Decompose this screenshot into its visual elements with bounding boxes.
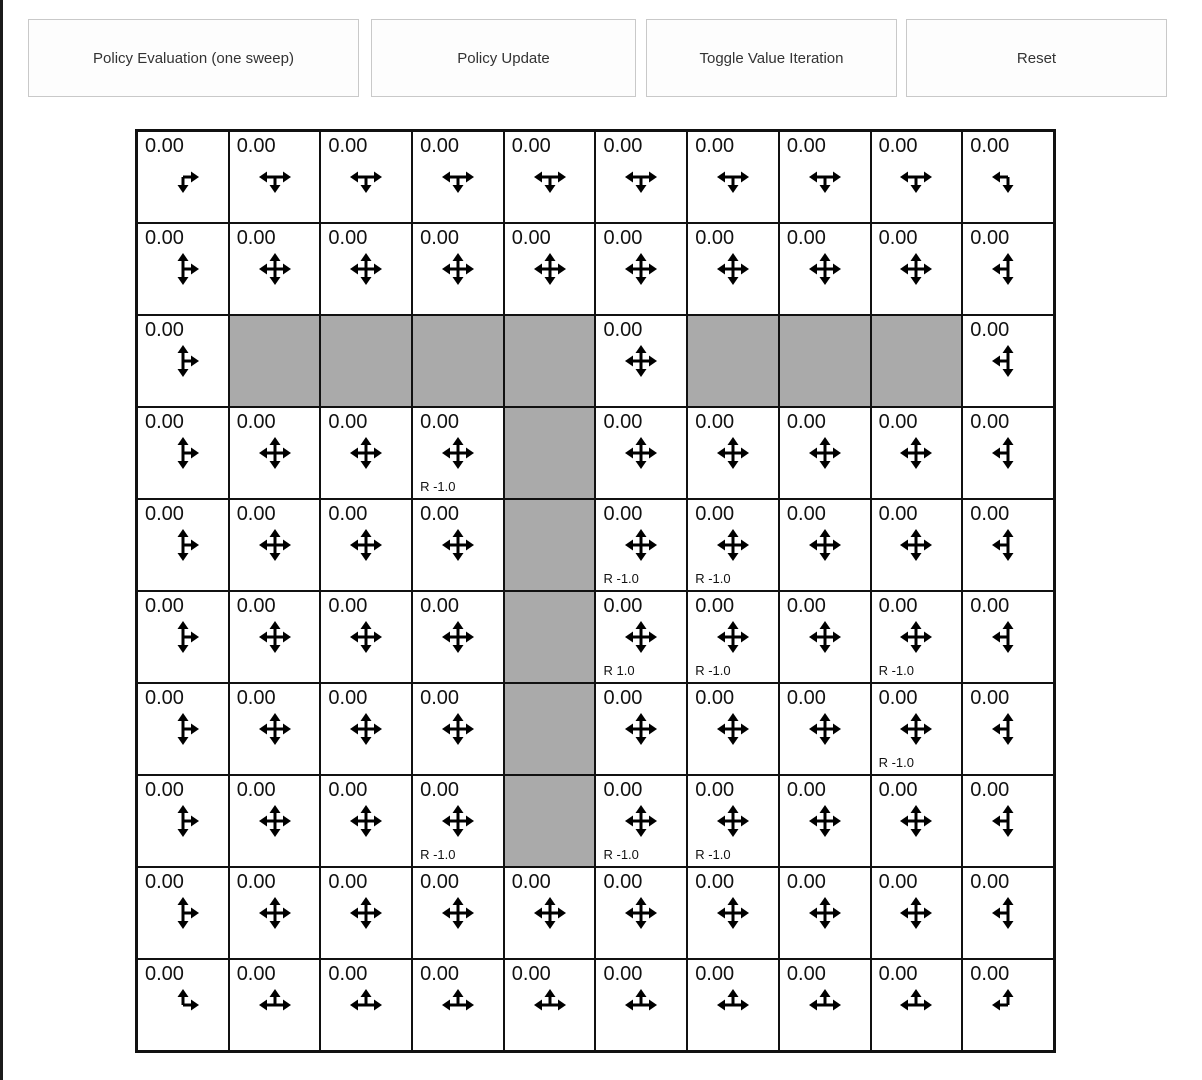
wall-cell <box>504 407 596 499</box>
cell-value: 0.00 <box>878 595 918 617</box>
cell-value: 0.00 <box>878 227 918 249</box>
grid-cell[interactable] <box>595 407 687 499</box>
policy-arrows-icon <box>621 341 661 381</box>
grid-cell[interactable] <box>137 775 229 867</box>
policy-arrows-icon <box>438 617 478 657</box>
cell-value: 0.00 <box>145 871 184 893</box>
grid-cell[interactable] <box>320 591 412 683</box>
policy-arrows-icon <box>438 709 478 749</box>
policy-arrows-icon <box>530 157 570 197</box>
policy-arrows-icon <box>713 249 753 289</box>
policy-arrows-icon <box>255 985 295 1025</box>
cell-value: 0.00 <box>786 871 826 893</box>
grid-cell[interactable] <box>595 499 687 591</box>
policy-arrows-icon <box>713 157 753 197</box>
policy-arrows-icon <box>346 617 386 657</box>
grid-cell[interactable] <box>412 683 504 775</box>
policy-arrows-icon <box>988 341 1028 381</box>
wall-cell <box>504 499 596 591</box>
grid-cell[interactable] <box>779 223 871 315</box>
cell-value: 0.00 <box>328 227 368 249</box>
grid-cell[interactable] <box>871 223 963 315</box>
policy-arrows-icon <box>713 709 753 749</box>
policy-arrows-icon <box>621 157 661 197</box>
policy-arrows-icon <box>163 157 203 197</box>
cell-value: 0.00 <box>328 687 368 709</box>
cell-value: 0.00 <box>145 135 184 157</box>
cell-value: 0.00 <box>145 411 184 433</box>
grid-cell[interactable] <box>320 867 412 959</box>
cell-value: 0.00 <box>786 687 826 709</box>
cell-value: 0.00 <box>236 687 276 709</box>
cell-value: 0.00 <box>970 963 1010 985</box>
grid-cell[interactable] <box>779 407 871 499</box>
policy-arrows-icon <box>621 985 661 1025</box>
grid-cell[interactable] <box>412 775 504 867</box>
cell-value: 0.00 <box>786 503 826 525</box>
cell-value: 0.00 <box>420 871 460 893</box>
grid-cell[interactable] <box>137 407 229 499</box>
policy-arrows-icon <box>621 709 661 749</box>
grid-cell[interactable] <box>595 223 687 315</box>
policy-arrows-icon <box>805 801 845 841</box>
policy-arrows-icon <box>713 985 753 1025</box>
policy-arrows-icon <box>346 157 386 197</box>
grid-cell[interactable] <box>962 131 1054 223</box>
policy-arrows-icon <box>988 893 1028 933</box>
policy-evaluation-button[interactable]: Policy Evaluation (one sweep) <box>28 19 359 97</box>
policy-arrows-icon <box>255 433 295 473</box>
cell-value: 0.00 <box>420 963 460 985</box>
cell-value: 0.00 <box>786 963 826 985</box>
grid-cell[interactable] <box>137 499 229 591</box>
policy-arrows-icon <box>530 893 570 933</box>
cell-value: 0.00 <box>970 411 1010 433</box>
cell-value: 0.00 <box>420 595 460 617</box>
grid-cell[interactable] <box>412 867 504 959</box>
policy-arrows-icon <box>805 985 845 1025</box>
cell-value: 0.00 <box>878 963 918 985</box>
cell-value: 0.00 <box>328 135 368 157</box>
grid-cell[interactable] <box>137 959 229 1051</box>
grid-cell[interactable] <box>962 223 1054 315</box>
cell-value: 0.00 <box>695 779 735 801</box>
cell-value: 0.00 <box>511 963 551 985</box>
policy-arrows-icon <box>805 157 845 197</box>
cell-value: 0.00 <box>420 503 460 525</box>
policy-arrows-icon <box>805 433 845 473</box>
policy-arrows-icon <box>163 525 203 565</box>
cell-value: 0.00 <box>511 135 551 157</box>
policy-arrows-icon <box>346 249 386 289</box>
grid-cell[interactable] <box>320 959 412 1051</box>
grid-cell[interactable] <box>962 683 1054 775</box>
cell-value: 0.00 <box>695 871 735 893</box>
grid-cell[interactable] <box>962 407 1054 499</box>
grid-cell[interactable] <box>687 131 779 223</box>
policy-arrows-icon <box>988 709 1028 749</box>
grid-cell[interactable] <box>229 223 321 315</box>
grid-cell[interactable] <box>595 959 687 1051</box>
cell-value: 0.00 <box>603 687 643 709</box>
cell-value: 0.00 <box>786 595 826 617</box>
policy-arrows-icon <box>988 525 1028 565</box>
grid-cell[interactable] <box>229 959 321 1051</box>
cell-value: 0.00 <box>145 779 184 801</box>
wall-cell <box>229 315 321 407</box>
grid-cell[interactable] <box>137 223 229 315</box>
policy-arrows-icon <box>713 893 753 933</box>
policy-arrows-icon <box>988 985 1028 1025</box>
policy-arrows-icon <box>805 525 845 565</box>
reset-button[interactable]: Reset <box>906 19 1167 97</box>
wall-cell <box>871 315 963 407</box>
cell-value: 0.00 <box>236 411 276 433</box>
grid-cell[interactable] <box>595 591 687 683</box>
policy-arrows-icon <box>255 249 295 289</box>
policy-arrows-icon <box>530 249 570 289</box>
cell-value: 0.00 <box>970 135 1010 157</box>
cell-value: 0.00 <box>420 779 460 801</box>
cell-value: 0.00 <box>603 595 643 617</box>
grid-cell[interactable] <box>687 867 779 959</box>
cell-value: 0.00 <box>970 227 1010 249</box>
cell-value: 0.00 <box>786 779 826 801</box>
cell-reward-label: R -1.0 <box>603 847 639 862</box>
policy-update-button[interactable]: Policy Update <box>371 19 636 97</box>
policy-arrows-icon <box>346 801 386 841</box>
policy-arrows-icon <box>805 249 845 289</box>
cell-value: 0.00 <box>420 687 460 709</box>
cell-value: 0.00 <box>236 503 276 525</box>
cell-value: 0.00 <box>786 135 826 157</box>
grid-cell[interactable] <box>595 131 687 223</box>
cell-reward-label: R -1.0 <box>695 571 731 586</box>
grid-cell[interactable] <box>871 959 963 1051</box>
policy-arrows-icon <box>896 985 936 1025</box>
wall-cell <box>687 315 779 407</box>
grid-cell[interactable] <box>229 591 321 683</box>
cell-reward-label: R -1.0 <box>878 755 914 770</box>
policy-arrows-icon <box>163 801 203 841</box>
wall-cell <box>412 315 504 407</box>
grid-cell[interactable] <box>412 223 504 315</box>
wall-cell <box>504 775 596 867</box>
grid-cell[interactable] <box>871 499 963 591</box>
cell-reward-label: R -1.0 <box>603 571 639 586</box>
grid-cell[interactable] <box>962 499 1054 591</box>
policy-arrows-icon <box>621 801 661 841</box>
grid-cell[interactable] <box>504 131 596 223</box>
policy-arrows-icon <box>255 617 295 657</box>
policy-arrows-icon <box>255 801 295 841</box>
policy-arrows-icon <box>438 525 478 565</box>
cell-value: 0.00 <box>786 227 826 249</box>
grid-cell[interactable] <box>504 867 596 959</box>
cell-value: 0.00 <box>145 963 184 985</box>
cell-value: 0.00 <box>970 595 1010 617</box>
grid-cell[interactable] <box>595 683 687 775</box>
grid-cell[interactable] <box>320 223 412 315</box>
policy-arrows-icon <box>713 617 753 657</box>
policy-arrows-icon <box>255 893 295 933</box>
cell-value: 0.00 <box>328 871 368 893</box>
cell-reward-label: R -1.0 <box>695 663 731 678</box>
cell-value: 0.00 <box>236 227 276 249</box>
grid-cell[interactable] <box>137 867 229 959</box>
grid-cell[interactable] <box>412 591 504 683</box>
cell-value: 0.00 <box>236 595 276 617</box>
grid-cell[interactable] <box>229 499 321 591</box>
grid-cell[interactable] <box>779 867 871 959</box>
grid-cell[interactable] <box>504 223 596 315</box>
grid-cell[interactable] <box>779 683 871 775</box>
policy-arrows-icon <box>988 617 1028 657</box>
policy-arrows-icon <box>896 525 936 565</box>
policy-arrows-icon <box>438 801 478 841</box>
policy-arrows-icon <box>621 525 661 565</box>
cell-value: 0.00 <box>786 411 826 433</box>
grid-cell[interactable] <box>229 683 321 775</box>
grid-cell[interactable] <box>595 315 687 407</box>
cell-value: 0.00 <box>695 503 735 525</box>
grid-cell[interactable] <box>779 131 871 223</box>
policy-arrows-icon <box>438 893 478 933</box>
policy-arrows-icon <box>163 709 203 749</box>
cell-value: 0.00 <box>145 503 184 525</box>
grid-cell[interactable] <box>687 223 779 315</box>
policy-arrows-icon <box>163 893 203 933</box>
cell-value: 0.00 <box>695 963 735 985</box>
policy-arrows-icon <box>896 893 936 933</box>
policy-arrows-icon <box>896 157 936 197</box>
cell-value: 0.00 <box>695 411 735 433</box>
grid-cell[interactable] <box>412 407 504 499</box>
policy-arrows-icon <box>438 985 478 1025</box>
policy-arrows-icon <box>438 157 478 197</box>
wall-cell <box>779 315 871 407</box>
grid-cell[interactable] <box>871 775 963 867</box>
cell-value: 0.00 <box>328 411 368 433</box>
cell-value: 0.00 <box>603 411 643 433</box>
grid-cell[interactable] <box>871 867 963 959</box>
grid-cell[interactable] <box>779 591 871 683</box>
cell-value: 0.00 <box>236 871 276 893</box>
window-left-edge <box>0 0 3 1080</box>
policy-arrows-icon <box>805 893 845 933</box>
policy-arrows-icon <box>896 801 936 841</box>
cell-value: 0.00 <box>970 779 1010 801</box>
cell-value: 0.00 <box>695 227 735 249</box>
policy-arrows-icon <box>346 433 386 473</box>
cell-value: 0.00 <box>603 779 643 801</box>
grid-cell[interactable] <box>687 407 779 499</box>
grid-cell[interactable] <box>595 775 687 867</box>
grid-cell[interactable] <box>962 959 1054 1051</box>
cell-reward-label: R 1.0 <box>603 663 635 678</box>
grid-cell[interactable] <box>137 131 229 223</box>
cell-value: 0.00 <box>970 871 1010 893</box>
policy-arrows-icon <box>255 157 295 197</box>
wall-cell <box>504 683 596 775</box>
policy-arrows-icon <box>163 617 203 657</box>
grid-cell[interactable] <box>687 683 779 775</box>
grid-cell[interactable] <box>137 591 229 683</box>
policy-arrows-icon <box>438 433 478 473</box>
policy-arrows-icon <box>163 249 203 289</box>
grid-cell[interactable] <box>779 775 871 867</box>
gridworld-grid <box>135 129 1056 1053</box>
grid-cell[interactable] <box>779 499 871 591</box>
cell-value: 0.00 <box>420 411 460 433</box>
toggle-value-iteration-button[interactable]: Toggle Value Iteration <box>646 19 897 97</box>
cell-value: 0.00 <box>328 595 368 617</box>
cell-value: 0.00 <box>236 963 276 985</box>
cell-value: 0.00 <box>145 227 184 249</box>
wall-cell <box>320 315 412 407</box>
policy-arrows-icon <box>438 249 478 289</box>
policy-arrows-icon <box>896 249 936 289</box>
cell-value: 0.00 <box>603 319 643 341</box>
cell-value: 0.00 <box>970 687 1010 709</box>
grid-cell[interactable] <box>962 591 1054 683</box>
policy-arrows-icon <box>988 801 1028 841</box>
policy-arrows-icon <box>255 525 295 565</box>
policy-arrows-icon <box>621 617 661 657</box>
policy-arrows-icon <box>346 525 386 565</box>
policy-arrows-icon <box>896 617 936 657</box>
cell-value: 0.00 <box>328 779 368 801</box>
grid-cell[interactable] <box>962 867 1054 959</box>
grid-cell[interactable] <box>320 131 412 223</box>
grid-cell[interactable] <box>137 315 229 407</box>
grid-cell[interactable] <box>687 591 779 683</box>
grid-cell[interactable] <box>412 959 504 1051</box>
cell-value: 0.00 <box>420 227 460 249</box>
grid-cell[interactable] <box>962 775 1054 867</box>
cell-value: 0.00 <box>603 135 643 157</box>
cell-value: 0.00 <box>603 871 643 893</box>
grid-cell[interactable] <box>871 591 963 683</box>
grid-cell[interactable] <box>412 131 504 223</box>
cell-value: 0.00 <box>878 503 918 525</box>
grid-cell[interactable] <box>137 683 229 775</box>
grid-cell[interactable] <box>320 683 412 775</box>
policy-arrows-icon <box>163 985 203 1025</box>
policy-arrows-icon <box>988 433 1028 473</box>
policy-arrows-icon <box>621 893 661 933</box>
cell-reward-label: R -1.0 <box>420 479 456 494</box>
cell-value: 0.00 <box>603 227 643 249</box>
cell-value: 0.00 <box>145 319 184 341</box>
policy-arrows-icon <box>713 801 753 841</box>
policy-arrows-icon <box>713 525 753 565</box>
toolbar <box>0 19 1202 97</box>
cell-value: 0.00 <box>878 779 918 801</box>
wall-cell <box>504 591 596 683</box>
policy-arrows-icon <box>621 249 661 289</box>
policy-arrows-icon <box>346 709 386 749</box>
policy-arrows-icon <box>805 709 845 749</box>
grid-cell[interactable] <box>229 867 321 959</box>
cell-value: 0.00 <box>695 135 735 157</box>
grid-cell[interactable] <box>229 131 321 223</box>
cell-reward-label: R -1.0 <box>420 847 456 862</box>
cell-value: 0.00 <box>970 319 1010 341</box>
policy-arrows-icon <box>805 617 845 657</box>
grid-cell[interactable] <box>871 407 963 499</box>
grid-cell[interactable] <box>871 683 963 775</box>
grid-cell[interactable] <box>871 131 963 223</box>
cell-value: 0.00 <box>328 963 368 985</box>
wall-cell <box>504 315 596 407</box>
cell-value: 0.00 <box>511 227 551 249</box>
policy-arrows-icon <box>530 985 570 1025</box>
grid-cell[interactable] <box>320 499 412 591</box>
policy-arrows-icon <box>713 433 753 473</box>
cell-value: 0.00 <box>878 871 918 893</box>
grid-cell[interactable] <box>687 959 779 1051</box>
cell-value: 0.00 <box>878 687 918 709</box>
policy-arrows-icon <box>988 157 1028 197</box>
cell-value: 0.00 <box>603 963 643 985</box>
cell-reward-label: R -1.0 <box>878 663 914 678</box>
policy-arrows-icon <box>346 985 386 1025</box>
cell-value: 0.00 <box>603 503 643 525</box>
grid-cell[interactable] <box>687 775 779 867</box>
cell-value: 0.00 <box>420 135 460 157</box>
grid-cell[interactable] <box>779 959 871 1051</box>
policy-arrows-icon <box>621 433 661 473</box>
cell-value: 0.00 <box>970 503 1010 525</box>
cell-reward-label: R -1.0 <box>695 847 731 862</box>
cell-value: 0.00 <box>145 687 184 709</box>
cell-value: 0.00 <box>145 595 184 617</box>
cell-value: 0.00 <box>236 135 276 157</box>
policy-arrows-icon <box>163 341 203 381</box>
grid-cell[interactable] <box>412 499 504 591</box>
policy-arrows-icon <box>896 433 936 473</box>
policy-arrows-icon <box>163 433 203 473</box>
grid-cell[interactable] <box>687 499 779 591</box>
cell-value: 0.00 <box>511 871 551 893</box>
policy-arrows-icon <box>346 893 386 933</box>
cell-value: 0.00 <box>878 411 918 433</box>
grid-cell[interactable] <box>320 407 412 499</box>
cell-value: 0.00 <box>236 779 276 801</box>
grid-cell[interactable] <box>962 315 1054 407</box>
grid-cell[interactable] <box>504 959 596 1051</box>
cell-value: 0.00 <box>328 503 368 525</box>
policy-arrows-icon <box>896 709 936 749</box>
cell-value: 0.00 <box>695 595 735 617</box>
grid-cell[interactable] <box>229 775 321 867</box>
cell-value: 0.00 <box>878 135 918 157</box>
cell-value: 0.00 <box>695 687 735 709</box>
policy-arrows-icon <box>255 709 295 749</box>
grid-cell[interactable] <box>320 775 412 867</box>
grid-cell[interactable] <box>229 407 321 499</box>
policy-arrows-icon <box>988 249 1028 289</box>
grid-cell[interactable] <box>595 867 687 959</box>
